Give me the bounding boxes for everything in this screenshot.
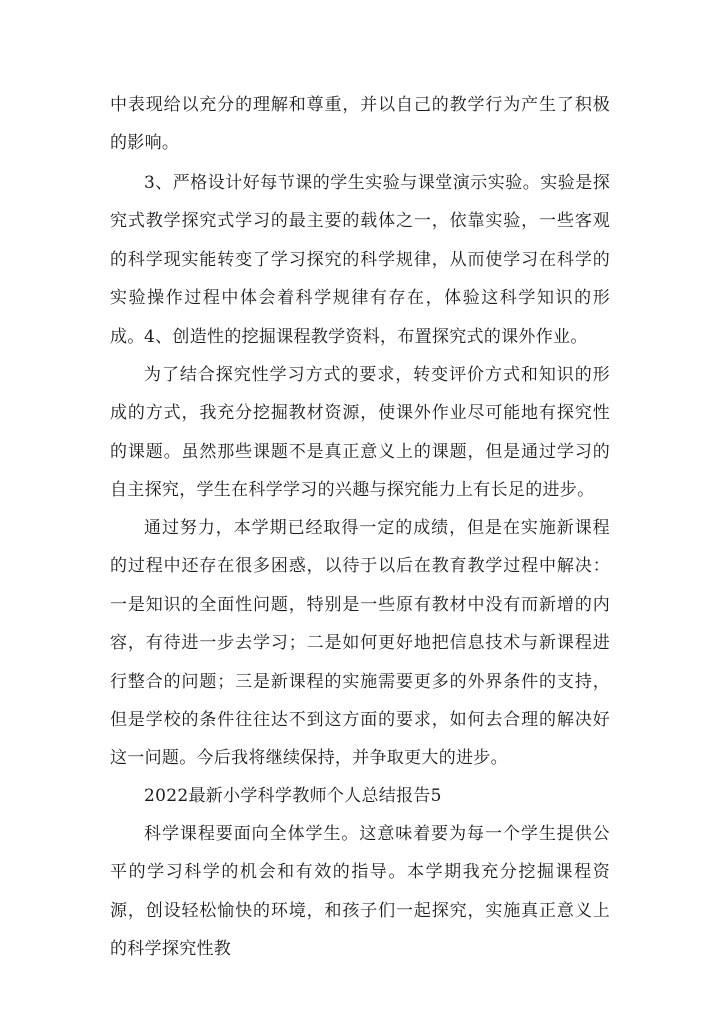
paragraph-homework: 为了结合探究性学习方式的要求，转变评价方式和知识的形成的方式，我充分挖掘教材资源，使课外作业尽可能地有探究性的课题。虽然那些课题不是真正意义上的课题，但是通过学习的自主探究，学生在科学学习的兴趣与探究能力上有长足的进步。	[110, 365, 610, 501]
paragraph-science-course: 科学课程要面向全体学生。这意味着要为每一个学生提供公平的学习科学的机会和有效的指导。本学期我充分挖掘课程资源，创设轻松愉快的环境，和孩子们一起探究，实施真正意义上的科学探究性教	[110, 824, 610, 960]
section-heading: 2022最新小学科学教师个人总结报告5	[144, 786, 442, 806]
paragraph-continuation: 中表现给以充分的理解和尊重，并以自己的教学行为产生了积极的影响。	[110, 95, 610, 154]
paragraph-item-4: 4、创造性的挖掘课程教学资料，布置探究式的课外作业。	[144, 327, 588, 347]
paragraph-summary: 通过努力，本学期已经取得一定的成绩，但是在实施新课程的过程中还存在很多困惑，以待于以后在教育教学过程中解决：一是知识的全面性问题，特别是一些原有教材中没有而新增的内容，有待进一步去学习；二是如何更好地把信息技术与新课程进行整合的问题；三是新课程的实施需要更多的外界条件的支持，但是学校的条件往往达不到这方面的要求，如何去合理的解决好这一问题。今后我将继续保持，并争取更大的进步。	[110, 518, 610, 769]
paragraph-item-3: 3、严格设计好每节课的学生实验与课堂演示实验。实验是探究式教学探究式学习的最主要的载体之一，依靠实验，一些客观的科学现实能转变了学习探究的科学规律，从而使学习在科学的实验操作过程中体会着科学规律有存在，体验这科学知识的形成。	[110, 173, 610, 347]
